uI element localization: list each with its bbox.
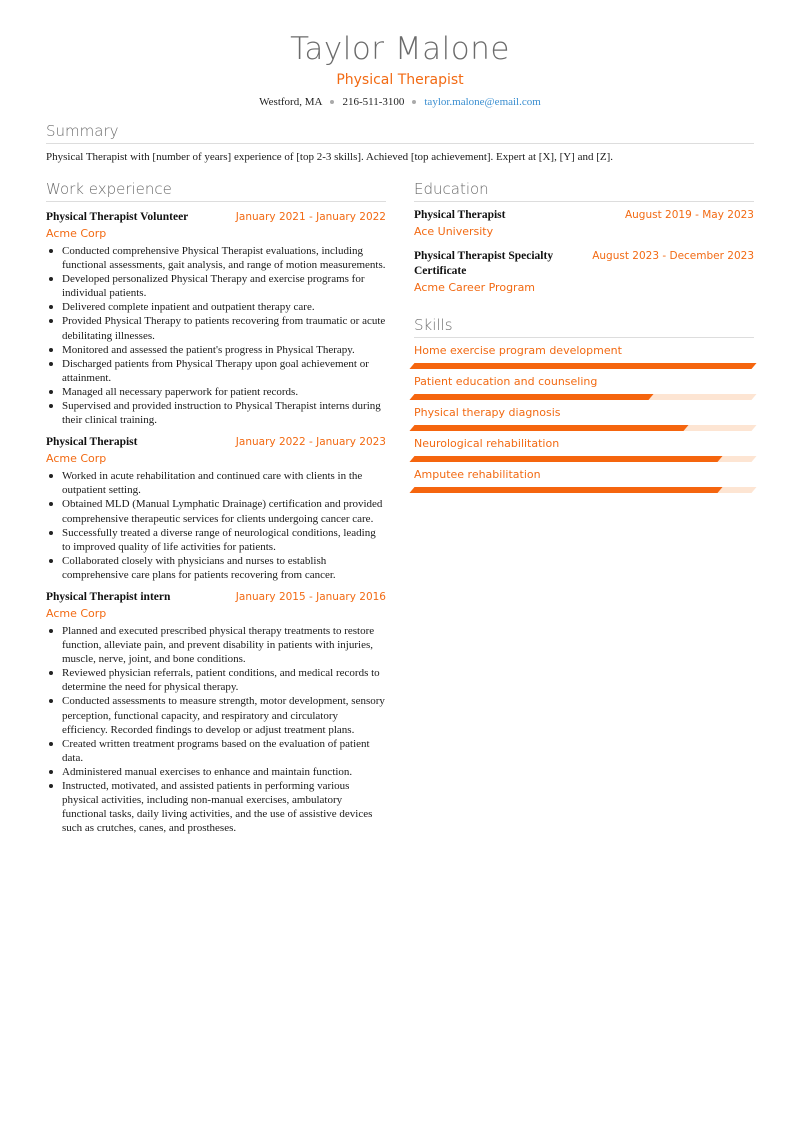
job-entry xyxy=(46,435,386,582)
job-header xyxy=(46,590,386,605)
skill-level-bar xyxy=(412,363,754,369)
education-school: Acme Career Program xyxy=(414,281,536,294)
job-bullets xyxy=(46,624,386,835)
skill-label: Amputee rehabilitation xyxy=(414,468,541,481)
bullet-item: Delivered complete inpatient and outpatient therapy care. xyxy=(46,300,386,314)
bullet-item: Worked in acute rehabilitation and continued care with clients in the outpatient setting. xyxy=(46,469,386,497)
bullet-item: Planned and executed prescribed physical therapy treatments to restore function, alleviate pain, and prevent disability in patients with injuries, muscle, nerve, joint, and bone conditions. xyxy=(46,624,386,666)
skill-level-fill xyxy=(409,363,756,369)
job-dates: January 2021 - January 2022 xyxy=(235,211,386,223)
skill-entry xyxy=(414,405,754,431)
skill-label: Patient education and counseling xyxy=(414,375,598,388)
education-dates: August 2019 - May 2023 xyxy=(624,209,754,221)
experience-title: Work experience xyxy=(46,179,386,202)
bullet-item: Administered manual exercises to enhance and maintain function. xyxy=(46,765,386,779)
contact-line xyxy=(0,96,800,108)
skill-label: Neurological rehabilitation xyxy=(414,437,560,450)
skill-entry xyxy=(414,467,754,493)
job-entry xyxy=(46,210,386,427)
skill-list xyxy=(414,343,754,493)
skill-level-bar xyxy=(412,425,754,431)
email-link[interactable]: taylor.malone@email.com xyxy=(424,96,541,108)
bullet-item: Provided Physical Therapy to patients recovering from traumatic or acute debilitating illnesses. xyxy=(46,314,386,342)
job-bullets xyxy=(46,244,386,427)
skills-title: Skills xyxy=(414,315,754,338)
skill-level-fill xyxy=(409,487,722,493)
skills-section xyxy=(414,315,754,493)
bullet-item: Developed personalized Physical Therapy and exercise programs for individual patients. xyxy=(46,272,386,300)
job-company: Acme Corp xyxy=(46,606,107,620)
bullet-item: Discharged patients from Physical Therapy upon goal achievement or attainment. xyxy=(46,357,386,385)
skill-level-fill xyxy=(409,425,688,431)
education-entry xyxy=(414,249,754,295)
resume-header xyxy=(0,0,800,108)
bullet-item: Conducted comprehensive Physical Therapist evaluations, including functional assessments, gait analysis, and range of motion measurements. xyxy=(46,244,386,272)
bullet-item: Reviewed physician referrals, patient conditions, and medical records to determine the need for physical therapy. xyxy=(46,666,386,694)
bullet-item: Created written treatment programs based on the evaluation of patient data. xyxy=(46,737,386,765)
bullet-item: Successfully treated a diverse range of neurological conditions, leading to improved quality of life activities for patients. xyxy=(46,526,386,554)
skill-entry xyxy=(414,374,754,400)
education-entry xyxy=(414,208,754,239)
separator-dot-icon xyxy=(330,100,334,104)
job-company: Acme Corp xyxy=(46,227,107,240)
skill-level-fill xyxy=(409,456,722,462)
job-title: Physical Therapist Volunteer xyxy=(46,211,189,223)
phone: 216-511-3100 xyxy=(342,96,405,108)
job-header xyxy=(46,210,386,225)
location: Westford, MA xyxy=(259,96,323,108)
education-list xyxy=(414,208,754,295)
education-section xyxy=(414,179,754,295)
skill-entry xyxy=(414,343,754,369)
skill-label: Physical therapy diagnosis xyxy=(414,406,561,419)
bullet-item: Managed all necessary paperwork for patient records. xyxy=(46,385,386,399)
job-title: Physical Therapist intern xyxy=(46,590,171,603)
job-entry xyxy=(46,590,386,835)
education-title: Physical Therapist xyxy=(414,209,506,221)
education-title: Physical Therapist Specialty Certificate xyxy=(414,250,554,277)
bullet-item: Instructed, motivated, and assisted patients in performing various physical activities, including non-manual exercises, ambulatory functional tasks, daily living activities, and the use of assistive devices such as crutches, canes, and prostheses. xyxy=(46,779,386,835)
skill-label: Home exercise program development xyxy=(414,344,622,357)
job-company: Acme Corp xyxy=(46,452,107,466)
right-column xyxy=(414,179,754,493)
skill-level-fill xyxy=(409,394,653,400)
summary-title: Summary xyxy=(46,121,754,144)
job-header xyxy=(46,435,386,450)
summary-text: Physical Therapist with [number of years] experience of [top 2-3 skills]. Achieved [top achievement]. Expert at [X], [Y] and [Z]. xyxy=(46,151,614,163)
education-title: Education xyxy=(414,179,754,202)
bullet-item: Conducted assessments to measure strength, motor development, sensory perception, functional capacity, and respiratory and circulatory efficiency. Recorded findings to develop or adjust treatment plans. xyxy=(46,694,386,736)
job-dates: January 2022 - January 2023 xyxy=(235,436,386,449)
education-header xyxy=(414,208,754,223)
education-header xyxy=(414,249,754,279)
job-title: Physical Therapist xyxy=(46,436,138,449)
experience-section xyxy=(46,179,386,835)
skill-level-bar xyxy=(412,394,754,400)
education-school: Ace University xyxy=(414,225,494,238)
job-dates: January 2015 - January 2016 xyxy=(235,590,386,603)
bullet-item: Monitored and assessed the patient's progress in Physical Therapy. xyxy=(46,343,386,357)
job-list xyxy=(46,210,386,835)
skill-entry xyxy=(414,436,754,462)
summary-section xyxy=(46,121,754,164)
bullet-item: Obtained MLD (Manual Lymphatic Drainage) certification and provided comprehensive therapeutic services for clients undergoing cancer care. xyxy=(46,497,386,525)
job-bullets xyxy=(46,469,386,582)
bullet-item: Collaborated closely with physicians and nurses to establish comprehensive care plans for patients recovering from cancer. xyxy=(46,554,386,582)
candidate-role: Physical Therapist xyxy=(336,72,464,88)
skill-level-bar xyxy=(412,456,754,462)
candidate-name: Taylor Malone xyxy=(290,31,510,67)
separator-dot-icon xyxy=(412,100,416,104)
education-dates: August 2023 - December 2023 xyxy=(592,250,754,262)
skill-level-bar xyxy=(412,487,754,493)
bullet-item: Supervised and provided instruction to Physical Therapist interns during their clinical training. xyxy=(46,399,386,427)
